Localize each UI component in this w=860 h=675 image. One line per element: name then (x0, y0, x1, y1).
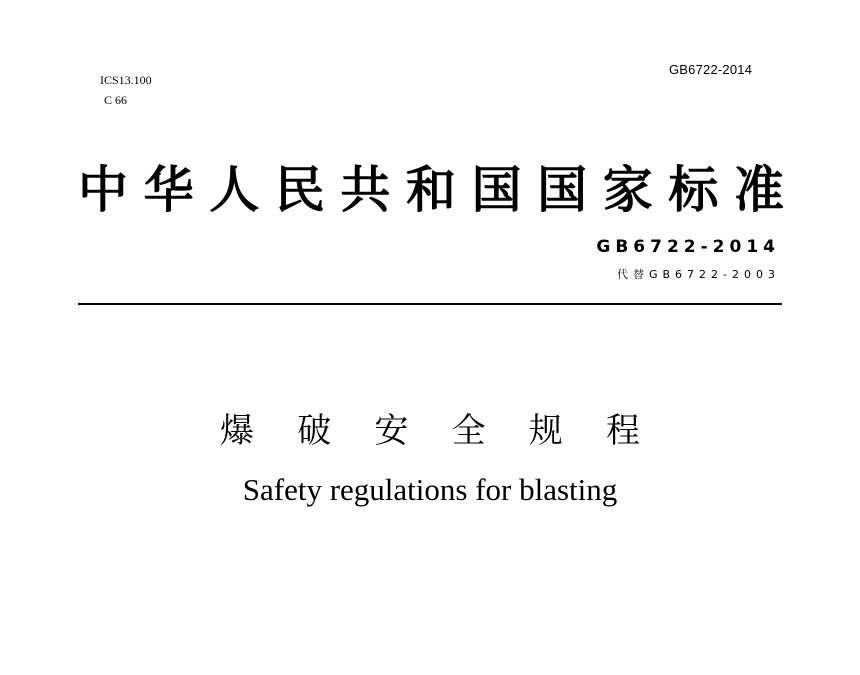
doc-title-char: 规 (528, 411, 563, 451)
document-title-english: Safety regulations for blasting (242, 472, 618, 507)
national-standard-title (78, 160, 784, 220)
doc-title-char: 爆 (220, 411, 254, 451)
document-title-chinese (220, 410, 640, 452)
title-char: 准 (733, 161, 784, 219)
doc-title-char: 程 (605, 411, 640, 451)
replaces-standard: 代替GB6722-2003 (616, 268, 780, 281)
doc-title-char: 破 (297, 411, 332, 451)
title-char: 家 (602, 161, 653, 219)
title-char: 人 (209, 161, 260, 219)
standard-number: GB6722-2014 (596, 237, 780, 257)
title-char: 华 (143, 161, 194, 219)
title-char: 国 (471, 161, 522, 219)
title-char: 和 (405, 161, 456, 219)
title-char: 民 (274, 161, 325, 219)
title-char: 中 (78, 161, 128, 219)
title-char: 共 (340, 161, 391, 219)
classification-code: C 66 (104, 93, 128, 107)
ics-code: ICS13.100 (100, 73, 152, 87)
title-char: 标 (668, 161, 719, 219)
doc-title-char: 全 (451, 411, 486, 451)
header-standard-code: GB6722-2014 (669, 62, 753, 77)
doc-title-char: 安 (374, 411, 409, 451)
title-char: 国 (537, 161, 588, 219)
divider-rule (78, 303, 782, 305)
